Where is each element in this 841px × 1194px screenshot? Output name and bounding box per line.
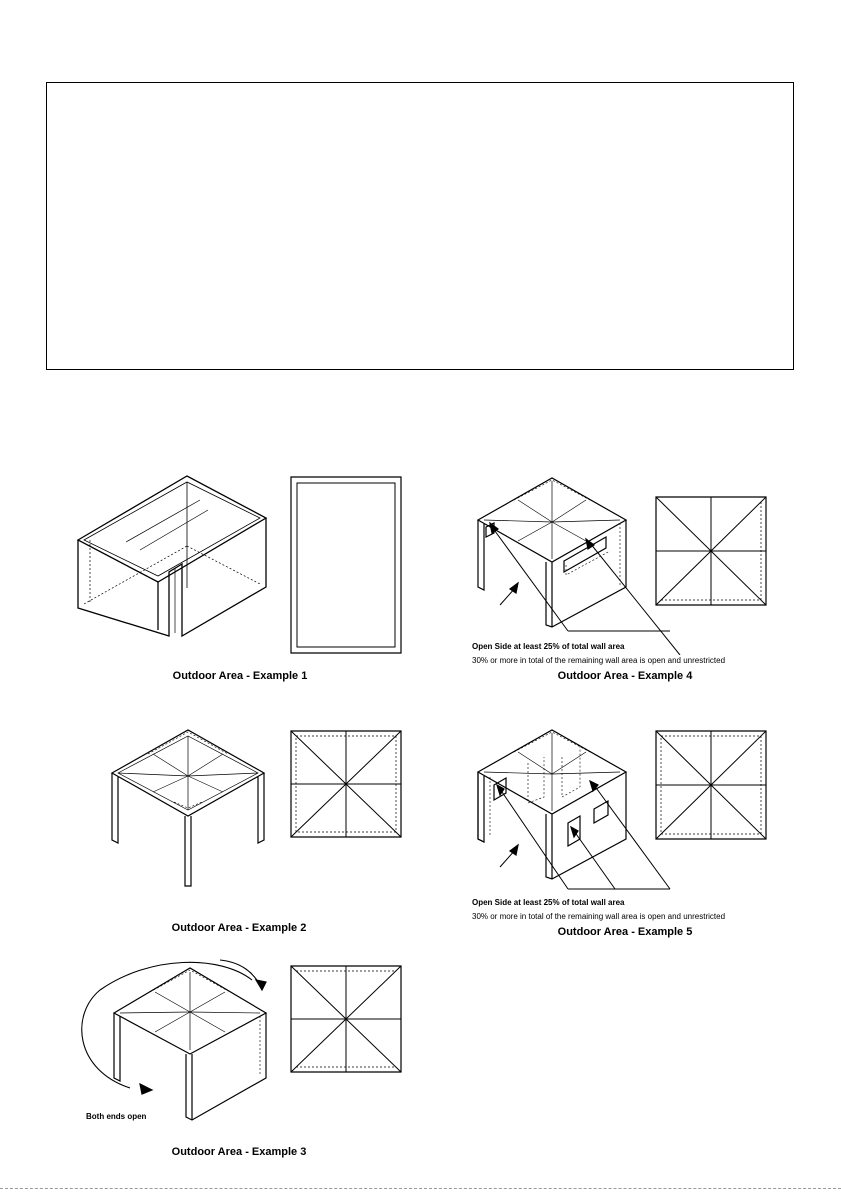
example-5-caption: Outdoor Area - Example 5 xyxy=(557,926,693,938)
example-3-plan xyxy=(290,965,402,1073)
example-4-plan xyxy=(655,496,767,606)
example-4-remaining-note: 30% or more in total of the remaining wall area is open and unrestricted xyxy=(472,656,726,665)
example-2-caption: Outdoor Area - Example 2 xyxy=(171,922,307,934)
example-5-open-side-note: Open Side at least 25% of total wall area xyxy=(472,898,625,907)
example-1-plan xyxy=(290,476,402,654)
example-4-caption: Outdoor Area - Example 4 xyxy=(557,670,693,682)
example-2-iso-canopy xyxy=(104,728,274,888)
example-5-remaining-note: 30% or more in total of the remaining wall area is open and unrestricted xyxy=(472,912,726,921)
example-2-plan xyxy=(290,730,402,838)
example-4-open-side-note: Open Side at least 25% of total wall area xyxy=(472,642,625,651)
empty-text-frame xyxy=(46,82,794,370)
example-3-iso-canopy xyxy=(70,950,270,1125)
example-5-plan xyxy=(655,730,767,840)
example-1-caption: Outdoor Area - Example 1 xyxy=(172,670,308,682)
page-bottom-edge xyxy=(0,1188,841,1189)
example-3-note: Both ends open xyxy=(86,1112,147,1121)
example-1-iso-box xyxy=(70,470,275,645)
example-3-caption: Outdoor Area - Example 3 xyxy=(171,1146,307,1158)
